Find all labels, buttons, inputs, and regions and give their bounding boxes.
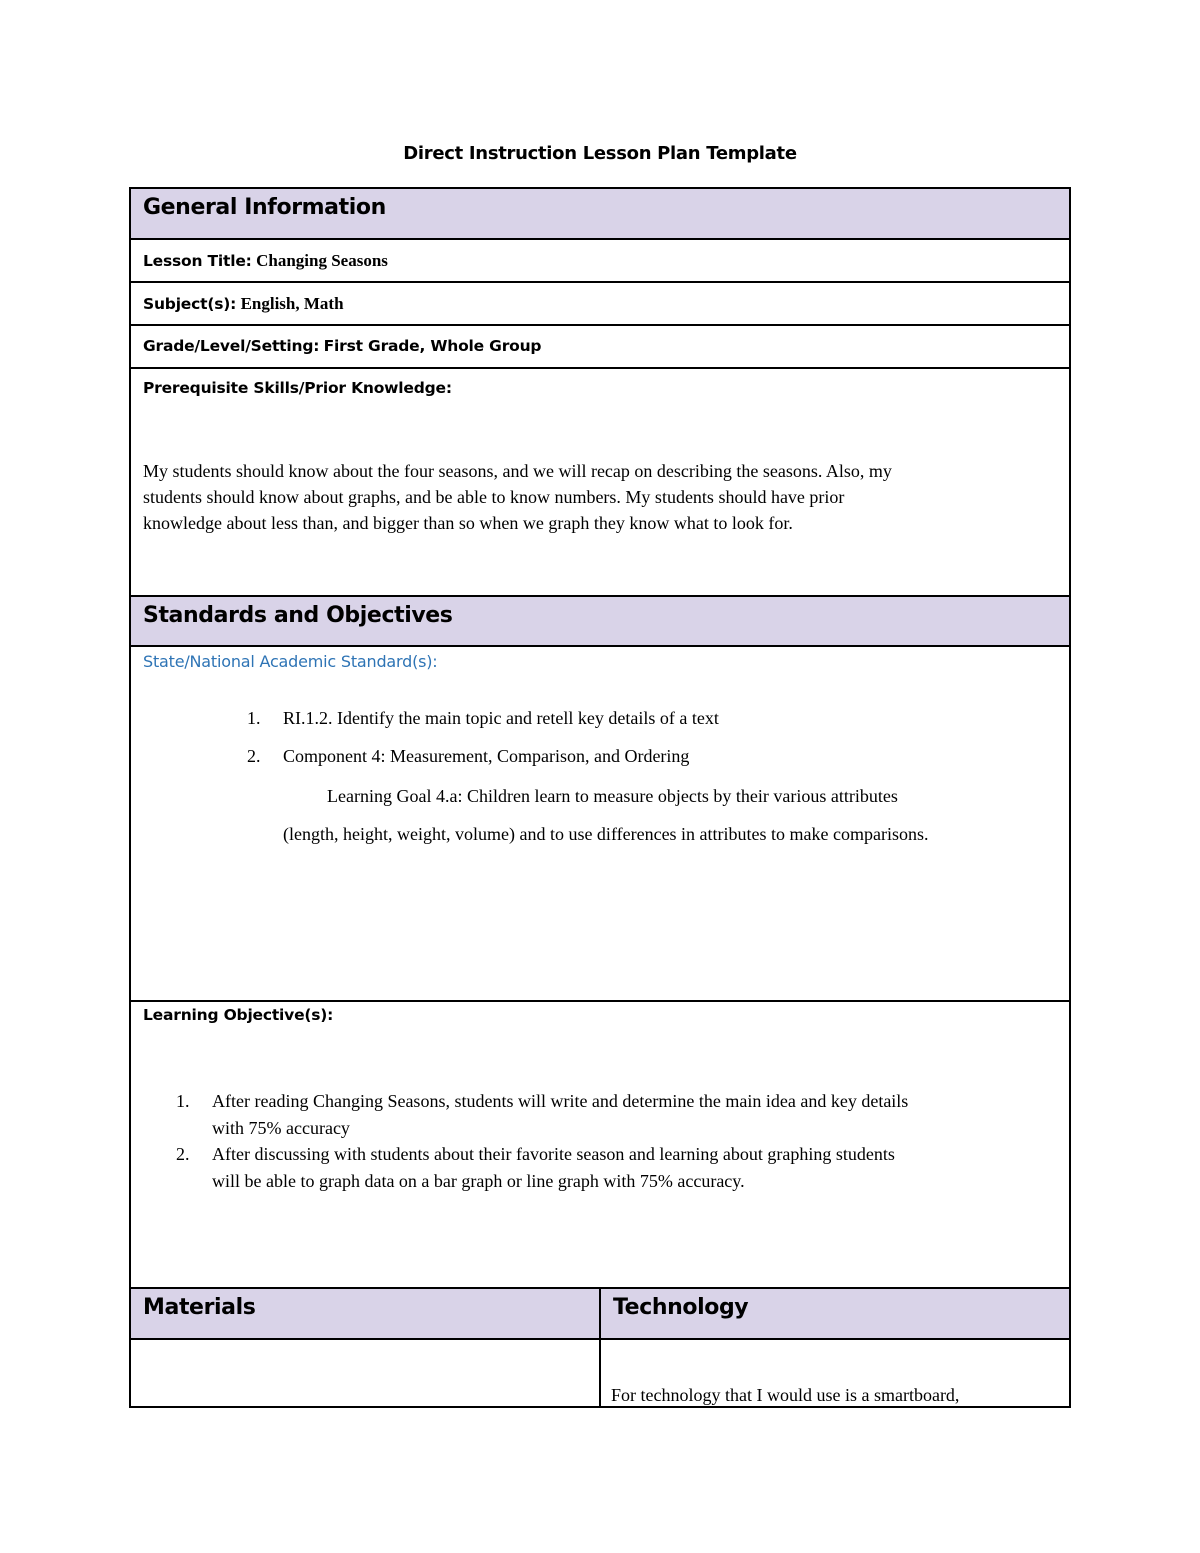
materials-heading: Materials [143, 1295, 256, 1320]
grade-label: Grade/Level/Setting: [143, 337, 320, 355]
learning-objectives-label: Learning Objective(s): [143, 1006, 334, 1024]
prerequisite-text [143, 458, 892, 536]
learning-objectives-content [129, 1000, 1071, 1289]
lesson-title-row [129, 238, 1071, 283]
state-standards-label: State/National Academic Standard(s): [143, 652, 438, 671]
standard-item-text: Component 4: Measurement, Comparison, and Ordering [283, 746, 690, 766]
grade-level-setting-row [129, 324, 1071, 369]
prerequisite-line: knowledge about less than, and bigger than so when we graph they know what to look for. [143, 513, 793, 533]
subjects-value: English, Math [240, 294, 344, 313]
technology-heading: Technology [613, 1295, 749, 1320]
standard-item-text: RI.1.2. Identify the main topic and retell key details of a text [283, 708, 719, 728]
objective-item-line: After reading Changing Seasons, students will write and determine the main idea and key details [212, 1091, 909, 1111]
objective-item-line: will be able to graph data on a bar graph or line graph with 75% accuracy. [212, 1171, 745, 1191]
learning-goal-line: (length, height, weight, volume) and to use differences in attributes to make comparisons. [283, 824, 929, 844]
standards-objectives-heading: Standards and Objectives [143, 603, 453, 628]
general-information-header [129, 187, 1071, 240]
lesson-title-label: Lesson Title: [143, 252, 252, 270]
standard-item-number: 1. [247, 708, 261, 728]
objective-item-line: After discussing with students about their favorite season and learning about graphing students [212, 1144, 895, 1164]
materials-content [129, 1338, 601, 1408]
prerequisite-line: students should know about graphs, and be able to know numbers. My students should have prior [143, 487, 845, 507]
standard-item-number: 2. [247, 746, 261, 766]
subjects-label: Subject(s): [143, 295, 237, 313]
lesson-title-value: Changing Seasons [256, 251, 388, 270]
technology-content [599, 1338, 1071, 1408]
technology-text: For technology that I would use is a smartboard, [611, 1385, 960, 1405]
document-title: Direct Instruction Lesson Plan Template [403, 143, 797, 164]
standards-content [129, 645, 1071, 1002]
objective-item-line: with 75% accuracy [212, 1118, 350, 1138]
prerequisite-label: Prerequisite Skills/Prior Knowledge: [143, 379, 452, 397]
objective-item-number: 1. [176, 1091, 190, 1111]
subjects-row [129, 281, 1071, 326]
general-information-heading: General Information [143, 195, 386, 220]
prerequisite-skills-row [129, 367, 1071, 597]
materials-header [129, 1287, 601, 1340]
standards-objectives-header [129, 595, 1071, 647]
objective-item-number: 2. [176, 1144, 190, 1164]
learning-goal-line: Learning Goal 4.a: Children learn to measure objects by their various attributes [327, 786, 898, 806]
technology-header [599, 1287, 1071, 1340]
prerequisite-line: My students should know about the four seasons, and we will recap on describing the seasons. Also, my [143, 461, 892, 481]
grade-value: First Grade, Whole Group [323, 337, 542, 355]
